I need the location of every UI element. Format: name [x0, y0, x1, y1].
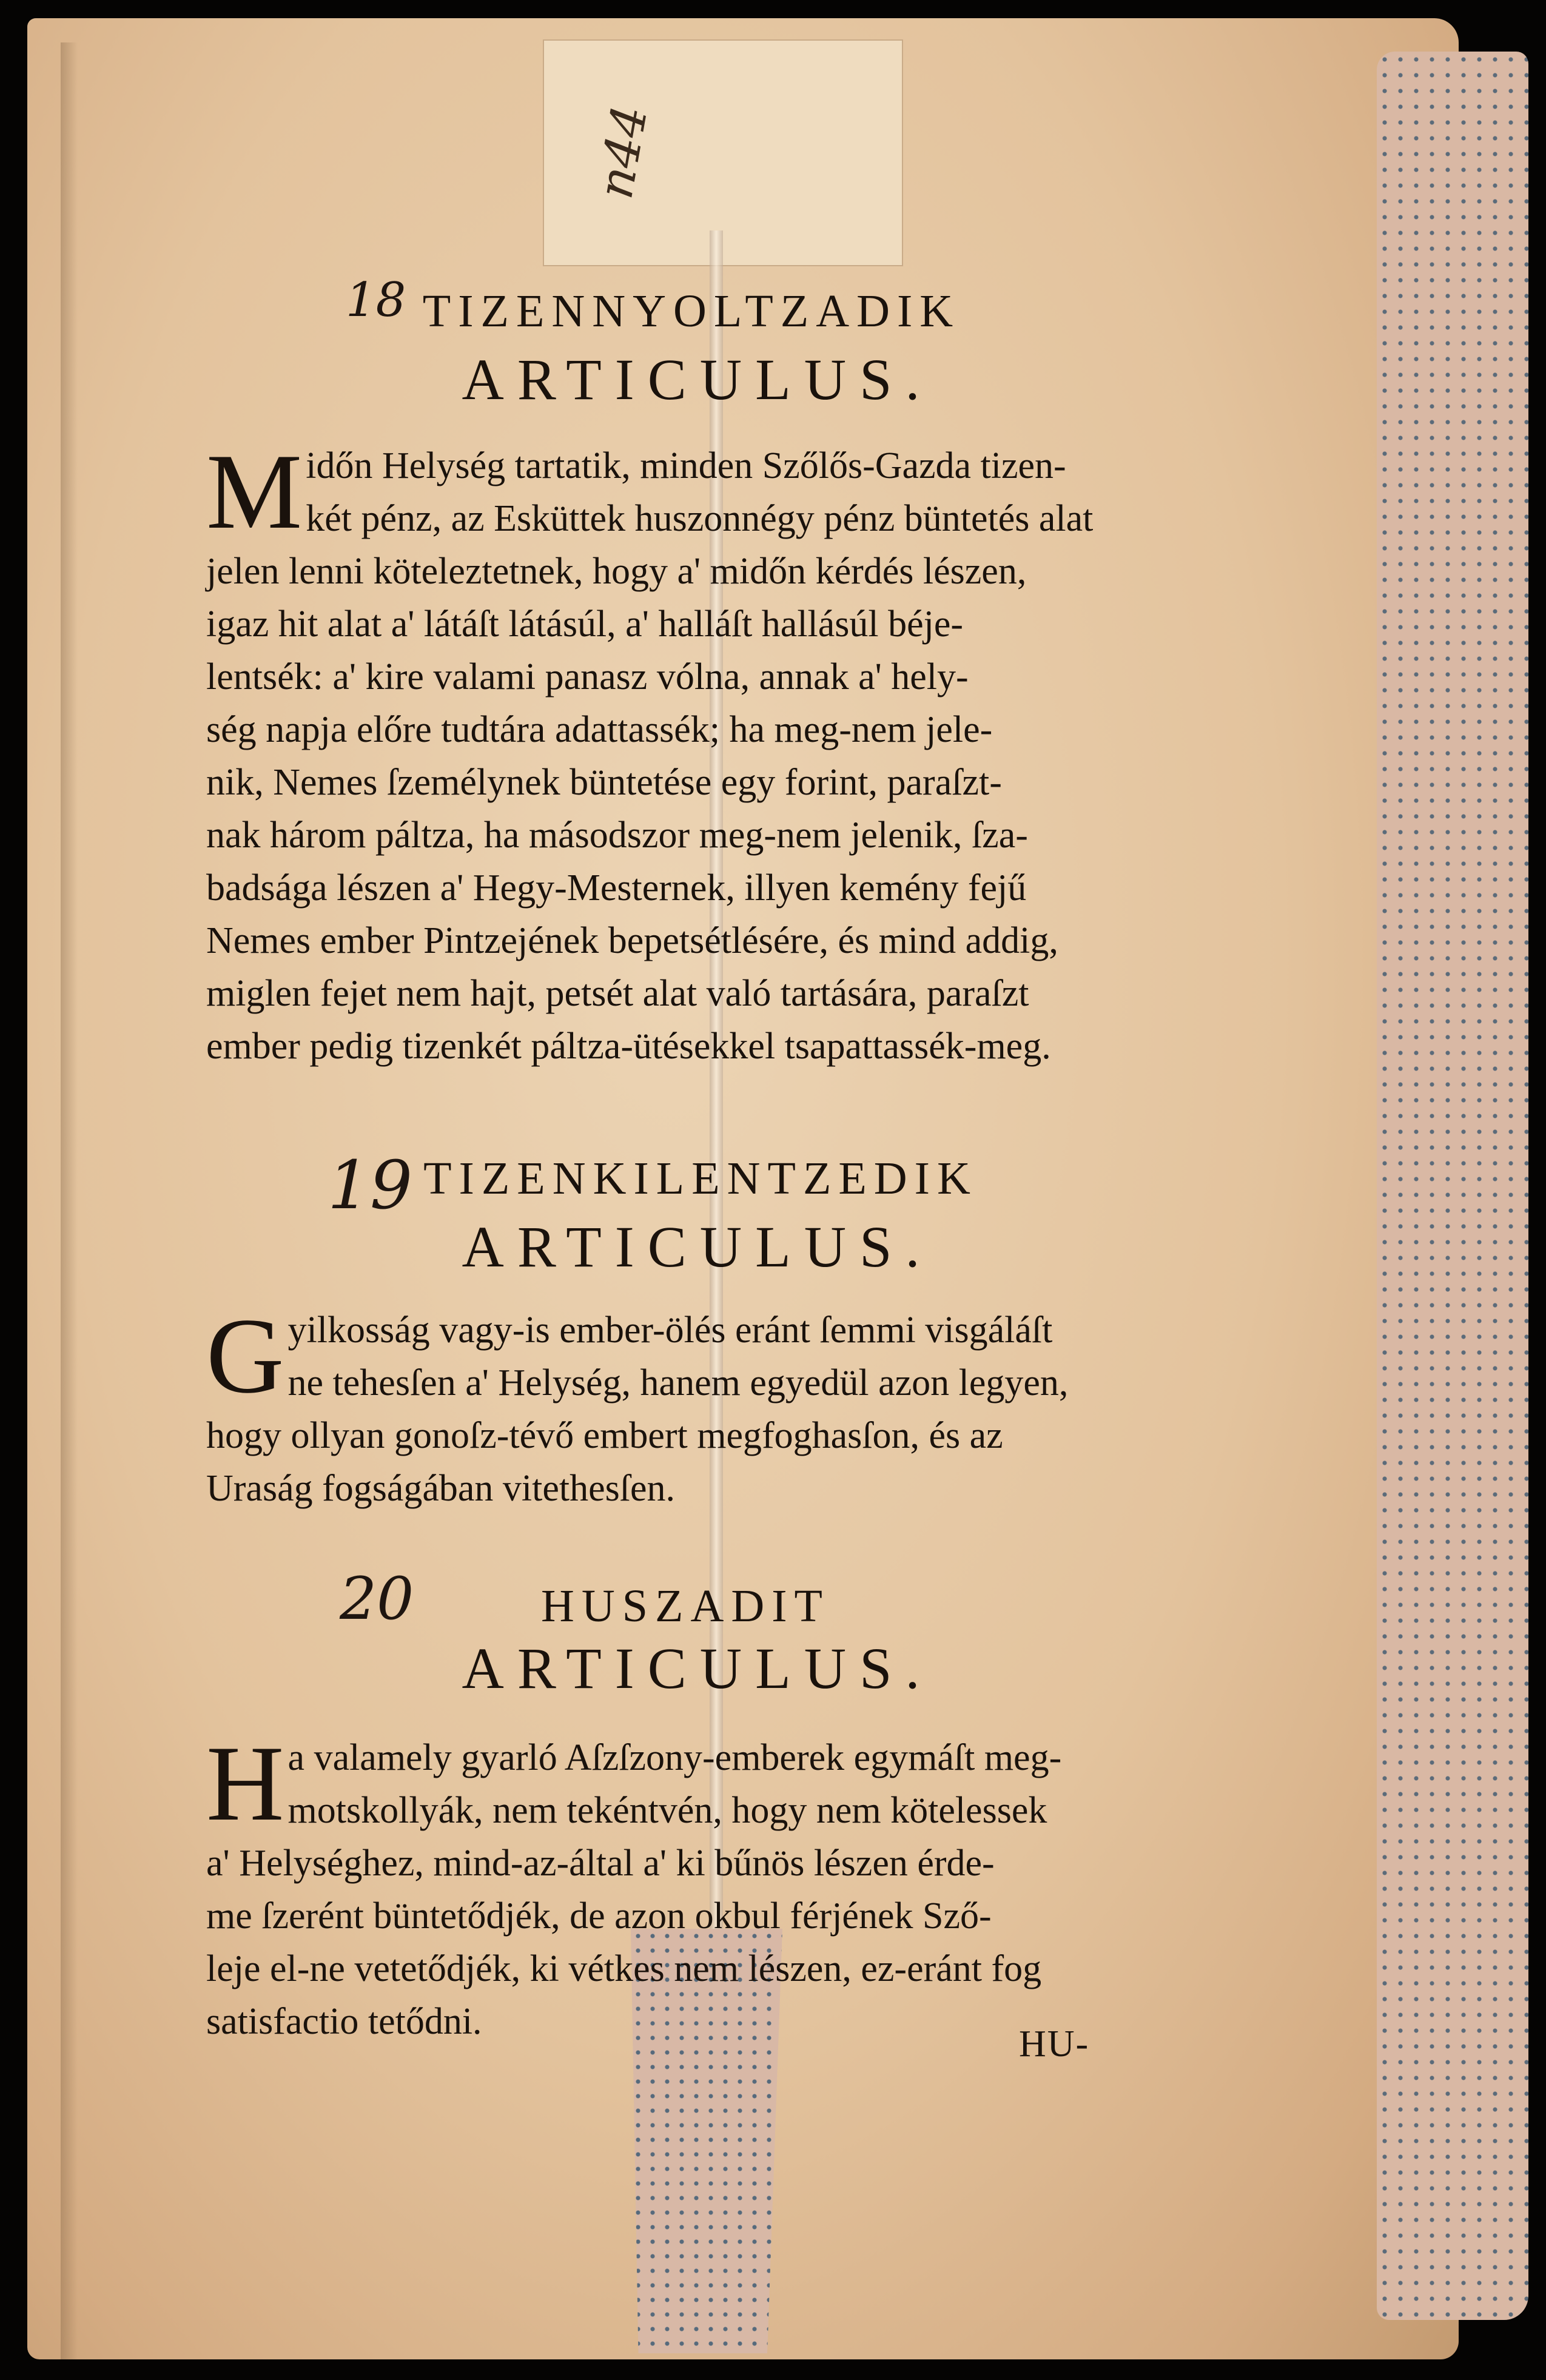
- text-line: igaz hit alat a' látáſt látásúl, a' halláſt hallásúl béje-: [206, 603, 964, 645]
- handwritten-number-18: 18: [346, 273, 406, 328]
- fabric-cover-edge: [1377, 52, 1528, 2320]
- article-18-dropcap: M: [206, 431, 303, 551]
- handwritten-number-19: 19: [328, 1146, 412, 1224]
- text-line: Uraság fogságában vitethesſen.: [206, 1468, 676, 1509]
- text-line: jelen lenni köteleztetnek, hogy a' midőn kérdés lészen,: [206, 551, 1027, 592]
- catchword: HU-: [1019, 2023, 1090, 2065]
- text-line: hogy ollyan gonoſz-tévő embert megfoghasſon, és az: [206, 1415, 1003, 1456]
- article-20-title: ARTICULUS.: [462, 1636, 933, 1701]
- article-20-ordinal: HUSZADIT: [541, 1581, 830, 1632]
- text-line: motskollyák, nem tekéntvén, hogy nem kötelessek: [287, 1790, 1047, 1831]
- text-line: ne tehesſen a' Helység, hanem egyedül azon legyen,: [287, 1362, 1069, 1403]
- article-20-text: [206, 1723, 1152, 2048]
- article-19-title: ARTICULUS.: [462, 1214, 933, 1279]
- handwritten-number-20: 20: [340, 1565, 414, 1633]
- article-19-dropcap: G: [206, 1296, 284, 1416]
- text-line: satisfactio tetődni.: [206, 2001, 482, 2042]
- text-line: nik, Nemes ſzemélynek büntetése egy forint, paraſzt-: [206, 762, 1002, 803]
- article-20-dropcap: H: [206, 1723, 284, 1843]
- text-line: yilkosság vagy-is ember-ölés eránt ſemmi visgáláſt: [287, 1309, 1053, 1351]
- article-19-text: [206, 1296, 1152, 1515]
- text-line: ség napja előre tudtára adattassék; ha meg-nem jele-: [206, 709, 993, 750]
- text-line: badsága lészen a' Hegy-Mesternek, illyen kemény fejű: [206, 867, 1027, 909]
- text-line: a' Helységhez, mind-az-által a' ki bűnös lészen érde-: [206, 1843, 995, 1884]
- article-19-ordinal: TIZENKILENTZEDIK: [423, 1153, 978, 1204]
- text-line: miglen fejet nem hajt, petsét alat való tartására, paraſzt: [206, 973, 1029, 1014]
- page-fold-shadow: [61, 42, 78, 2359]
- text-line: időn Helység tartatik, minden Szőlős-Gazda tizen-: [306, 445, 1066, 486]
- text-line: a valamely gyarló Aſzſzony-emberek egymáſt meg-: [287, 1737, 1062, 1778]
- article-18-ordinal: TIZENNYOLTZADIK: [422, 286, 961, 337]
- article-18-text: [206, 431, 1152, 1073]
- text-line: lentsék: a' kire valami panasz vólna, annak a' hely-: [206, 656, 969, 698]
- text-line: nak három páltza, ha másodszor meg-nem jelenik, ſza-: [206, 815, 1028, 856]
- article-18-title: ARTICULUS.: [462, 347, 933, 412]
- text-line: Nemes ember Pintzejének bepetsétlésére, és mind addig,: [206, 920, 1058, 961]
- text-line: két pénz, az Esküttek huszonnégy pénz büntetés alat: [306, 498, 1094, 539]
- text-line: leje el-ne vetetődjék, ki vétkes nem lészen, ez-eránt fog: [206, 1948, 1042, 1989]
- text-line: me ſzerént büntetődjék, de azon okbul férjének Sző-: [206, 1895, 992, 1937]
- shelfmark-handwriting: n44: [586, 101, 659, 203]
- text-line: ember pedig tizenkét páltza-ütésekkel tsapattassék-meg.: [206, 1026, 1051, 1067]
